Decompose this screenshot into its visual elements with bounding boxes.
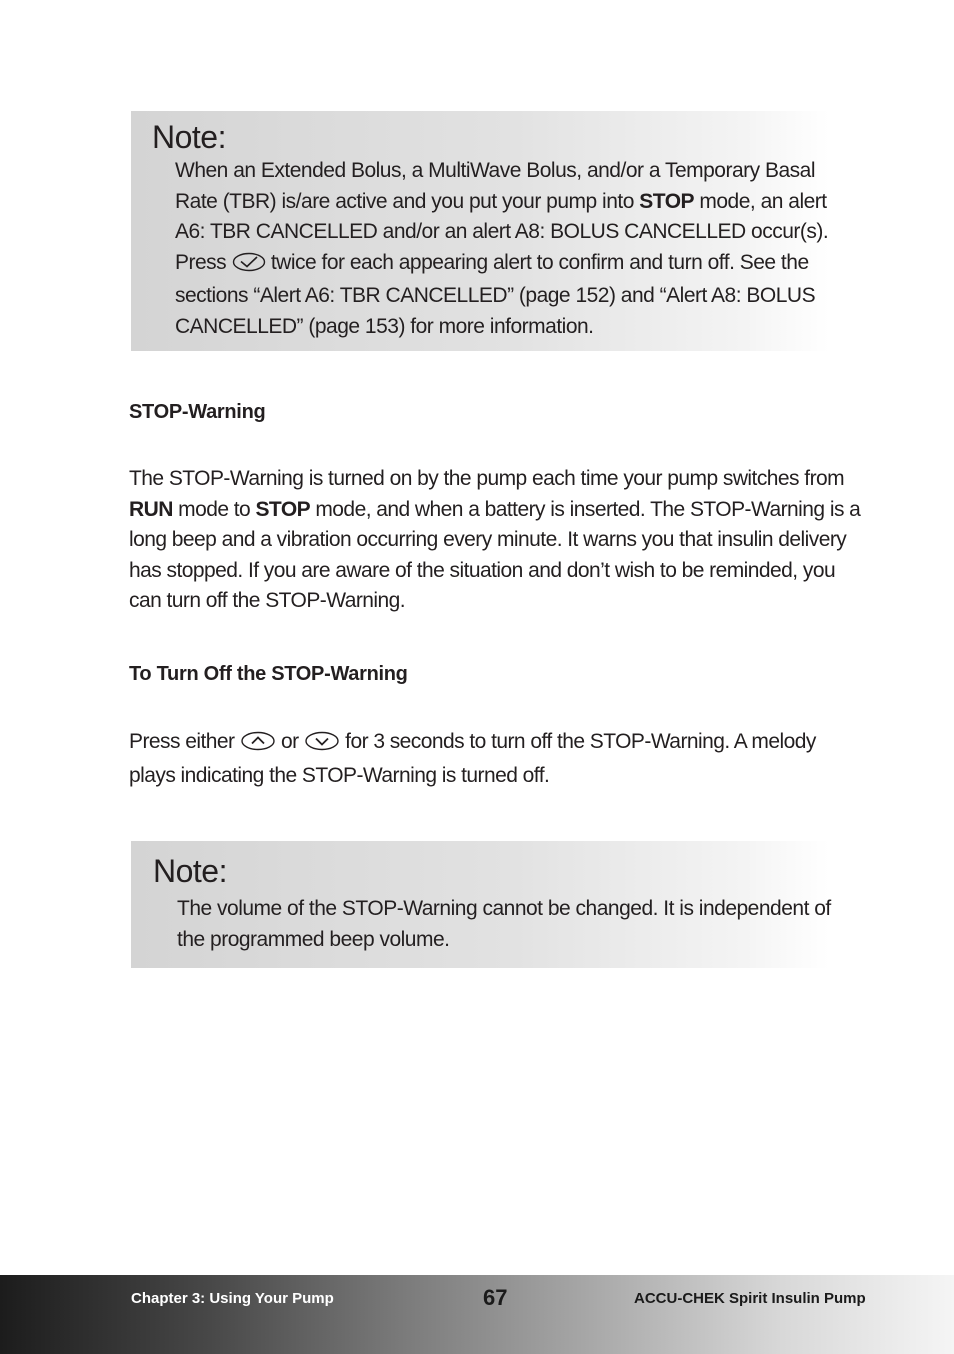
- note-line: A6: TBR CANCELLED and/or an alert A8: BOLUS CANCELLED occur(s).: [175, 220, 829, 244]
- down-button-icon: [304, 730, 340, 761]
- run-mode-text: RUN: [129, 497, 173, 521]
- footer-product: ACCU-CHEK Spirit Insulin Pump: [634, 1290, 866, 1307]
- note-line: twice for each appearing alert to confirm and turn off. See the: [265, 250, 809, 274]
- turn-off-paragraph: Press either or for 3 seconds to turn off the STOP-Warning. A melody plays indicating the STOP-Warning is turned off.: [129, 730, 816, 787]
- note-body: [177, 894, 832, 955]
- note-title: Note:: [152, 119, 226, 155]
- note-line: mode, an alert: [694, 189, 827, 213]
- note-line: sections “Alert A6: TBR CANCELLED” (page 152) and “Alert A8: BOLUS: [175, 284, 816, 308]
- section-heading-turn-off: To Turn Off the STOP-Warning: [129, 663, 408, 685]
- note-line: the programmed beep volume.: [177, 927, 450, 951]
- note-box-2: [131, 841, 829, 968]
- up-button-icon: [240, 730, 276, 761]
- note-line: Press: [175, 250, 232, 274]
- note-line: CANCELLED” (page 153) for more information.: [175, 314, 594, 338]
- page-number: 67: [483, 1285, 508, 1310]
- stop-mode-text: STOP: [639, 189, 695, 213]
- note-line: When an Extended Bolus, a MultiWave Bolus, and/or a Temporary Basal: [175, 159, 816, 182]
- note-body: [175, 156, 830, 343]
- section-heading-stop-warning: STOP-Warning: [129, 401, 266, 423]
- page-footer: [0, 1275, 954, 1354]
- stop-warning-paragraph: The STOP-Warning is turned on by the pump each time your pump switches from RUN mode to STOP mode, and when a battery is inserted. The STOP-Warning is a long beep and a vibration occurring every minute. It warns you that insulin delivery has stopped. If you are aware of the situation and don’t wish to be reminded, you can turn off the STOP-Warning.: [129, 467, 861, 612]
- note-title: Note:: [153, 853, 227, 889]
- note-line: The volume of the STOP-Warning cannot be changed. It is independent of: [177, 897, 831, 920]
- stop-mode-text: STOP: [255, 497, 311, 521]
- footer-chapter: Chapter 3: Using Your Pump: [131, 1290, 334, 1307]
- note-box-1: [131, 111, 829, 351]
- note-line: Rate (TBR) is/are active and you put your pump into: [175, 189, 640, 213]
- check-button-icon: [232, 251, 266, 282]
